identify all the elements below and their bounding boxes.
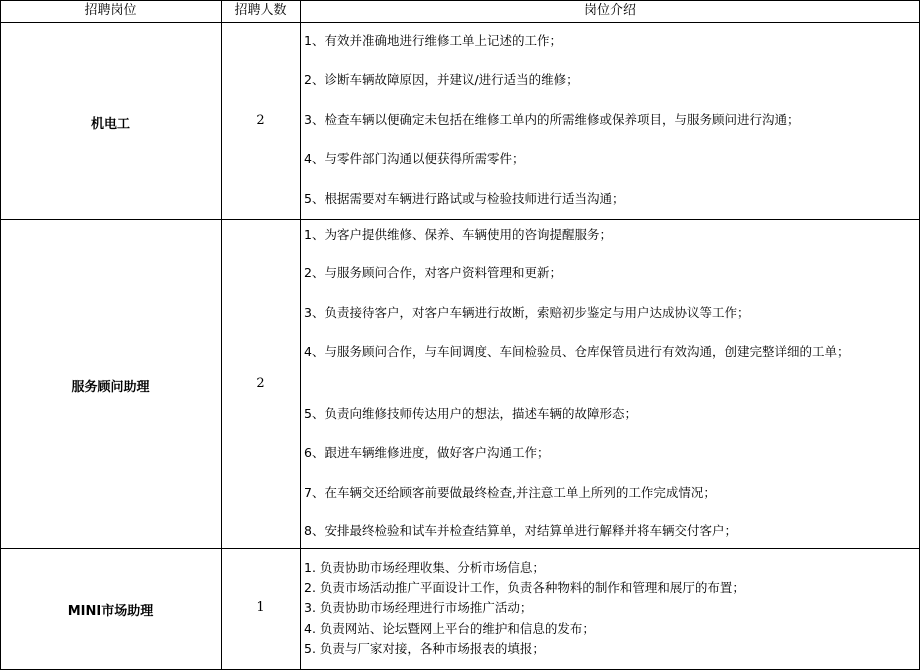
description-item: 3、负责接待客户，对客户车辆进行故断，索赔初步鉴定与用户达成协议等工作； — [304, 305, 750, 320]
row-divider — [0, 548, 920, 549]
table-border-left — [0, 0, 1, 670]
description-item: 1、为客户提供维修、保养、车辆使用的咨询提醒服务； — [304, 227, 612, 242]
description-item: 1、有效并准确地进行维修工单上记述的工作； — [304, 33, 562, 48]
description-item: 8、安排最终检验和试车并检查结算单，对结算单进行解释并将车辆交付客户； — [304, 523, 737, 538]
description-item: 4、与服务顾问合作，与车间调度、车间检验员、仓库保管员进行有效沟通，创建完整详细的工单； — [304, 344, 850, 359]
column-divider — [221, 0, 222, 670]
description-item: 4. 负责网站、论坛暨网上平台的维护和信息的发布； — [304, 621, 595, 636]
header-description: 岗位介绍 — [583, 3, 636, 18]
description-item: 2、诊断车辆故障原因，并建议/进行适当的维修； — [304, 72, 579, 87]
description-item: 6、跟进车辆维修进度，做好客户沟通工作； — [304, 445, 550, 460]
description-item: 4、与零件部门沟通以便获得所需零件； — [304, 151, 525, 166]
headcount: 2 — [256, 113, 265, 128]
description-item: 7、在车辆交还给顾客前要做最终检查,并注意工单上所列的工作完成情况； — [304, 485, 716, 500]
headcount: 2 — [256, 376, 265, 391]
row-divider — [0, 219, 920, 220]
description-item: 3. 负责协助市场经理进行市场推广活动； — [304, 600, 533, 615]
headcount: 1 — [256, 600, 265, 615]
description-item: 5、负责向维修技师传达用户的想法，描述车辆的故障形态； — [304, 406, 637, 421]
description-item: 5. 负责与厂家对接，各种市场报表的填报； — [304, 641, 545, 656]
position-name: 服务顾问助理 — [71, 380, 150, 395]
description-item: 1. 负责协助市场经理收集、分析市场信息； — [304, 560, 545, 575]
header-count: 招聘人数 — [234, 3, 287, 18]
column-divider — [300, 0, 301, 670]
position-name: 机电工 — [90, 117, 130, 132]
header-divider — [0, 22, 920, 23]
header-position: 招聘岗位 — [84, 3, 137, 18]
description-item: 2. 负责市场活动推广平面设计工作，负责各种物料的制作和管理和展厅的布置； — [304, 580, 745, 595]
description-item: 5、根据需要对车辆进行路试或与检验技师进行适当沟通； — [304, 191, 625, 206]
description-item: 3、检查车辆以便确定未包括在维修工单内的所需维修或保养项目，与服务顾问进行沟通； — [304, 112, 800, 127]
description-item: 2、与服务顾问合作，对客户资料管理和更新； — [304, 265, 562, 280]
position-name: MINI市场助理 — [67, 604, 154, 619]
